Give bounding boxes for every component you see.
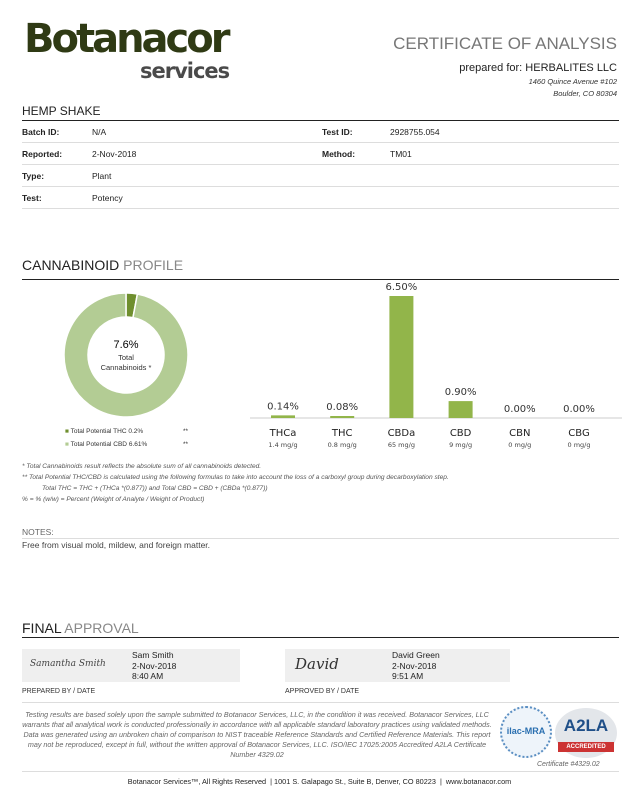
bar-mg-label: 0 mg/g [567,441,591,449]
bar-mg-label: 65 mg/g [387,441,415,449]
product-name: HEMP SHAKE [22,104,619,121]
approved-signature-box [285,649,510,682]
footnote: ** Total Potential THC/CBD is calculated using the following formulas to take into account the loss of a carboxyl group during decarboxylation step. [22,474,449,481]
divider [22,702,619,703]
legend-swatch-icon: ■ [65,428,69,435]
bar-category-label: CBN [509,428,531,439]
logo-sub: services [140,59,230,83]
legend-swatch-icon: ■ [65,441,69,448]
approved-by-info: David Green 2-Nov-2018 9:51 AM [392,650,440,681]
bar-category-label: THC [331,428,353,439]
prepared-by-caption: PREPARED BY / DATE [22,688,96,695]
bar-CBDa [389,296,413,418]
bar-category-label: CBDa [387,428,416,439]
total-label: Cannabinoids * [100,363,152,372]
a2la-logo: A2LA ACCREDITED [555,708,617,758]
footnote: Total THC = THC + (THCa *(0.877)) and Total CBD = CBD + (CBDa *(0.877)) [42,485,268,492]
footer: Botanacor Services™, All Rights Reserved | 1001 S. Galapago St., Suite B, Denver, CO 80223 | www.botanacor.com [127,777,512,786]
bar-value-label: 0.14% [267,401,299,413]
signature-image: Samantha Smith [30,659,106,669]
section-final-approval: FINAL APPROVAL [22,620,619,638]
bar-mg-label: 1.4 mg/g [268,441,298,449]
bar-value-label: 0.00% [503,404,536,415]
prepared-by-info: Sam Smith 2-Nov-2018 8:40 AM [132,650,177,681]
bar-mg-label: 9 mg/g [449,441,473,449]
bar-category-label: CBG [568,428,590,439]
bar-category-label: THCa [269,428,297,439]
bar-group [267,282,595,449]
legend-cbd: ■ Total Potential CBD 6.61% ** [65,441,189,448]
address-line-1: 1460 Quince Avenue #102 [528,77,617,86]
prepared-signature-box [22,649,240,682]
section-cannabinoid-profile: CANNABINOID PROFILE [22,257,619,280]
notes-label: NOTES: [22,527,619,539]
legend-thc: ■ Total Potential THC 0.2% ** [65,428,189,435]
footnote: * Total Cannabinoids result reflects the absolute sum of all cannabinoids detected. [22,463,262,470]
bar-CBD [449,401,473,418]
bar-category-label: CBD [449,428,472,439]
ilac-mra-logo: ilac-MRA [500,706,552,758]
bar-mg-label: 0.8 mg/g [327,441,357,449]
notes-text: Free from visual mold, mildew, and foreign matter. [22,540,211,550]
disclaimer: Testing results are based solely upon the sample submitted to Botanacor Services, LLC, in the condition it was received. Botanacor Services, LLC warrants that all analytical work is conducted professionally in accordance with all applicable standard laboratory practices using validated methods. Data was generated using an unbroken chain of comparison to NIST traceable Reference Standards and Certified Reference Materials. This report may not be reproduced, except in full, without the written approval of Botanacor Services, LLC. ISO/IEC 17025:2005 Accredited A2LA Certificate Number 4329.02 [22,710,492,759]
donut-legend [65,425,188,451]
bar-THC [330,416,354,418]
approved-by-caption: APPROVED BY / DATE [285,688,360,695]
bar-mg-label: 0 mg/g [508,441,532,449]
info-row: Test: Potency [22,187,619,209]
total-label: Total [118,353,134,362]
bar-THCa [271,415,295,418]
bar-value-label: 0.08% [326,402,359,413]
info-row: Type: Plant [22,165,619,187]
bar-value-label: 0.00% [563,404,595,415]
certificate-number: Certificate #4329.02 [537,761,600,768]
divider [22,771,619,772]
signature-image: David [295,655,339,673]
prepared-for: prepared for: HERBALITES LLC [459,62,617,74]
logo: Botanacor [24,16,228,62]
bar-value-label: 0.90% [444,387,477,399]
document-title: CERTIFICATE OF ANALYSIS [393,34,617,53]
info-row: Batch ID: N/A Test ID: 2928755.054 [22,121,619,143]
info-row: Reported: 2-Nov-2018 Method: TM01 [22,143,619,165]
address-line-2: Boulder, CO 80304 [553,89,617,98]
bar-value-label: 6.50% [385,282,418,293]
footnote: % = % (w/w) = Percent (Weight of Analyte / Weight of Product) [22,496,205,503]
total-value: 7.6% [113,339,139,351]
